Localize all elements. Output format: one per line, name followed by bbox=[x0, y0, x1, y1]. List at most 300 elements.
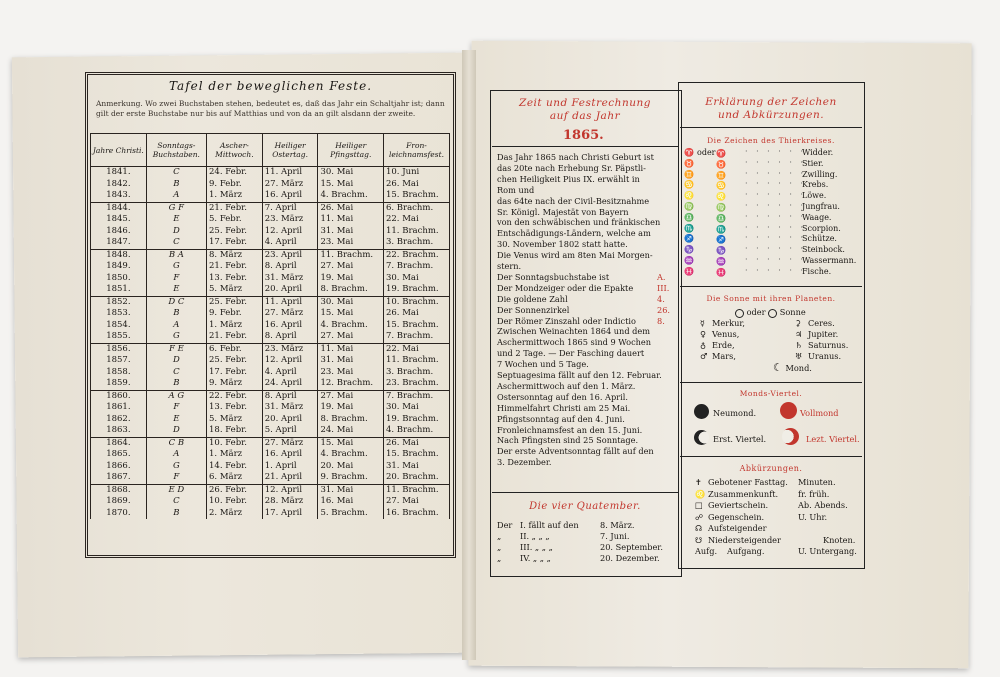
table-row bbox=[91, 414, 450, 426]
abbr-right: fr. früh. bbox=[798, 488, 830, 499]
left-title: Tafel der beweglichen Feste. bbox=[168, 79, 373, 93]
table-cell: 27. Mai bbox=[318, 261, 384, 273]
table-cell: 1853. bbox=[91, 308, 147, 320]
planet-icon: ♃ bbox=[795, 329, 803, 339]
table-cell: 19. Mai bbox=[318, 273, 384, 285]
quatember-label: IV. „ „ „ bbox=[520, 553, 551, 563]
table-cell: A G bbox=[146, 390, 206, 402]
quatember-label: II. „ „ „ bbox=[520, 531, 550, 541]
full-moon-icon bbox=[780, 402, 797, 419]
table-row bbox=[91, 496, 450, 508]
table-cell: 8. Brachm. bbox=[318, 284, 384, 296]
planet-name: Venus, bbox=[712, 329, 740, 339]
table-cell: 8. Brachm. bbox=[318, 414, 384, 426]
table-cell: 10. Febr. bbox=[207, 437, 263, 449]
table-cell: 1848. bbox=[91, 249, 147, 261]
table-cell: 1860. bbox=[91, 390, 147, 402]
table-cell: 1850. bbox=[91, 273, 147, 285]
zodiac-oder: oder bbox=[697, 148, 716, 157]
right-divider-3 bbox=[680, 382, 862, 383]
abbr-symbol-icon: ♌ bbox=[695, 488, 706, 499]
table-cell: 1849. bbox=[91, 261, 147, 273]
zodiac-alt-icon: ♒ bbox=[716, 256, 726, 266]
table-cell: 26. Febr. bbox=[207, 484, 263, 496]
table-cell: E bbox=[146, 214, 206, 226]
planet-icon: ♅ bbox=[795, 351, 803, 361]
table-cell: 21. Febr. bbox=[207, 261, 263, 273]
quatember-title: Die vier Quatember. bbox=[529, 501, 641, 512]
table-cell: 21. Febr. bbox=[207, 202, 263, 214]
table-cell: 26. Mai bbox=[383, 179, 449, 191]
table-cell: 5. Febr. bbox=[207, 214, 263, 226]
table-row bbox=[91, 261, 450, 273]
table-row bbox=[91, 273, 450, 285]
zodiac-alt-icon: ♉ bbox=[716, 158, 726, 169]
right-title bbox=[680, 96, 862, 122]
zodiac-sign-icon: ♍ bbox=[684, 202, 694, 211]
quatember-label: I. fällt auf den bbox=[520, 520, 579, 530]
paragraph-line: Die Venus wird am 8ten Mai Morgen- bbox=[497, 250, 653, 261]
table-cell: 22. Brachm. bbox=[383, 249, 449, 261]
zodiac-name: Widder. bbox=[802, 148, 834, 157]
quatember-prefix: „ bbox=[497, 542, 502, 552]
planet-name: Uranus. bbox=[808, 351, 842, 361]
fact-value: 26. bbox=[657, 304, 671, 315]
table-cell: 16. Mai bbox=[318, 496, 384, 508]
table-cell: 23. Mai bbox=[318, 367, 384, 379]
table-row bbox=[91, 284, 450, 296]
planet-icon: ♁ bbox=[700, 340, 706, 350]
table-cell: 20. Brachm. bbox=[383, 472, 449, 484]
table-cell: B bbox=[146, 508, 206, 520]
table-cell: 24. April bbox=[262, 378, 318, 390]
table-cell: 1861. bbox=[91, 402, 147, 414]
paragraph-line: chen Heiligkeit Pius IX. erwählt in bbox=[497, 173, 640, 184]
table-cell: D bbox=[146, 355, 206, 367]
middle-title bbox=[492, 97, 678, 123]
table-cell: D bbox=[146, 425, 206, 437]
table-cell: 1851. bbox=[91, 284, 147, 296]
paragraph-line: 7 Wochen und 5 Tage. bbox=[497, 359, 589, 370]
fact-label: Die goldene Zahl bbox=[497, 293, 568, 304]
abbr-symbol-icon: ☍ bbox=[695, 511, 704, 522]
table-row bbox=[91, 167, 450, 179]
table-cell: 11. Brachm. bbox=[383, 226, 449, 238]
table-cell: 27. März bbox=[262, 308, 318, 320]
table-cell: 10. Juni bbox=[383, 167, 449, 179]
zodiac-alt-icon: ♎ bbox=[716, 212, 726, 223]
table-row bbox=[91, 308, 450, 320]
moon-line bbox=[773, 363, 812, 374]
zodiac-alt-icon: ♑ bbox=[716, 245, 726, 256]
table-cell: 1847. bbox=[91, 237, 147, 249]
paragraph-line: von den schwäbischen und fränkischen bbox=[497, 217, 661, 228]
table-header-cell: Ascher-Mittwoch. bbox=[207, 134, 263, 167]
table-row bbox=[91, 425, 450, 437]
fact-label: Der Mondzeiger oder die Epakte bbox=[497, 282, 634, 293]
paragraph-line: 30. November 1802 statt hatte. bbox=[497, 239, 628, 250]
fact-label: Der Römer Zinszahl oder Indictio bbox=[497, 315, 636, 326]
zodiac-name: Waage. bbox=[802, 212, 832, 222]
table-cell: A bbox=[146, 449, 206, 461]
table-cell: 9. Febr. bbox=[207, 308, 263, 320]
table-cell: 11. April bbox=[262, 167, 318, 179]
table-cell: 19. Brachm. bbox=[383, 414, 449, 426]
table-header-cell: Heiliger Ostertag. bbox=[262, 134, 318, 167]
right-divider-4 bbox=[680, 456, 862, 457]
zodiac-name: Steinbock. bbox=[802, 245, 845, 255]
paragraph-line: das 20te nach Erhebung Sr. Päpstli- bbox=[497, 162, 646, 173]
table-cell: 15. Brachm. bbox=[383, 449, 449, 461]
abbr-meaning: Zusammenkunft. bbox=[708, 488, 779, 499]
middle-title-line2: auf das Jahr bbox=[549, 110, 621, 122]
table-row bbox=[91, 237, 450, 249]
table-cell: 16. April bbox=[262, 320, 318, 332]
paragraph-line: Himmelfahrt Christi am 25 Mai. bbox=[497, 402, 631, 413]
zodiac-sign-icon: ♐ bbox=[684, 234, 694, 244]
first-quarter-label: Erst. Viertel. bbox=[713, 434, 767, 444]
table-cell: 22. Mai bbox=[383, 343, 449, 355]
zodiac-alt-icon: ♌ bbox=[716, 191, 726, 202]
zodiac-sign-icon: ♋ bbox=[684, 180, 694, 190]
zodiac-sign-icon: ♊ bbox=[684, 169, 694, 179]
planet-icon: ⚳ bbox=[795, 318, 801, 328]
zodiac-name: Fische. bbox=[802, 266, 832, 276]
abbr-title: Abkürzungen. bbox=[739, 464, 803, 473]
fact-label: Der Sonntagsbuchstabe ist bbox=[497, 271, 610, 282]
paragraph-line: Rom und bbox=[497, 184, 535, 195]
table-row bbox=[91, 343, 450, 355]
paragraph-line: Aschermittwoch 1865 sind 9 Wochen bbox=[497, 337, 652, 348]
table-cell: C bbox=[146, 167, 206, 179]
paragraph-line: Ostersonntag auf den 16. April. bbox=[497, 391, 628, 402]
planet-name: Ceres. bbox=[808, 318, 835, 328]
table-cell: 11. April bbox=[262, 296, 318, 308]
table-row bbox=[91, 331, 450, 343]
table-cell: 15. Mai bbox=[318, 179, 384, 191]
table-cell: F bbox=[146, 402, 206, 414]
middle-divider-2 bbox=[492, 492, 678, 493]
fact-label: Der Sonnenzirkel bbox=[497, 304, 570, 315]
table-cell: 9. Brachm. bbox=[318, 472, 384, 484]
table-row bbox=[91, 179, 450, 191]
paragraph-line: Pfingstsonntag auf den 4. Juni. bbox=[497, 413, 625, 424]
table-cell: C bbox=[146, 237, 206, 249]
table-cell: 25. Febr. bbox=[207, 226, 263, 238]
zodiac-sign-icon: ♏ bbox=[684, 223, 694, 233]
abbr-meaning: Gebotener Fasttag. bbox=[708, 477, 788, 487]
sun-line bbox=[735, 307, 806, 318]
table-cell: 1858. bbox=[91, 367, 147, 379]
table-cell: C B bbox=[146, 437, 206, 449]
table-row bbox=[91, 367, 450, 379]
zodiac-dots: · · · · · · bbox=[745, 265, 806, 275]
zodiac-name: Zwilling. bbox=[802, 169, 838, 179]
table-cell: 27. Mai bbox=[318, 331, 384, 343]
table-cell: 1846. bbox=[91, 226, 147, 238]
zodiac-name: Wassermann. bbox=[802, 256, 857, 265]
table-cell: 4. Brachm. bbox=[318, 449, 384, 461]
table-cell: 1869. bbox=[91, 496, 147, 508]
paragraph-line: Der erste Adventsonntag fällt auf den bbox=[497, 446, 654, 457]
right-divider-2 bbox=[680, 286, 862, 287]
zodiac-dots: · · · · · · bbox=[745, 190, 806, 200]
abbr-symbol-icon: Aufg. bbox=[695, 546, 718, 556]
table-cell: 31. März bbox=[262, 402, 318, 414]
zodiac-dots: · · · · · · bbox=[745, 157, 806, 167]
paragraph-line: stern. bbox=[497, 261, 522, 271]
zodiac-dots: · · · · · · bbox=[745, 211, 806, 221]
table-cell: B bbox=[146, 308, 206, 320]
table-cell: D bbox=[146, 226, 206, 238]
quatember-date: 8. März. bbox=[600, 520, 635, 530]
table-cell: E D bbox=[146, 484, 206, 496]
table-cell: 14. Febr. bbox=[207, 461, 263, 473]
abbr-meaning: Aufsteigender bbox=[708, 523, 767, 533]
table-header-cell: Heiliger Pfingsttag. bbox=[318, 134, 384, 167]
table-cell: A bbox=[146, 320, 206, 332]
table-header-cell: Sonntags-Buchstaben. bbox=[146, 134, 206, 167]
zodiac-sign-icon: ♉ bbox=[684, 158, 694, 168]
zodiac-sign-icon: ♌ bbox=[684, 191, 694, 201]
table-cell: 16. April bbox=[262, 449, 318, 461]
table-cell: A bbox=[146, 190, 206, 202]
table-cell: 1863. bbox=[91, 425, 147, 437]
full-moon-label: Vollmond bbox=[800, 408, 839, 418]
paragraph-line: Septuagesima fällt auf den 12. Februar. bbox=[497, 370, 662, 380]
table-cell: 26. Mai bbox=[318, 202, 384, 214]
table-cell: 10. Brachm. bbox=[383, 296, 449, 308]
table-cell: 12. April bbox=[262, 226, 318, 238]
paragraph-line: das 64te nach der Civil-Besitznahme bbox=[497, 195, 650, 206]
table-cell: F bbox=[146, 273, 206, 285]
table-cell: 8. März bbox=[207, 249, 263, 261]
table-cell: 19. Mai bbox=[318, 402, 384, 414]
table-row bbox=[91, 226, 450, 238]
table-cell: 15. Mai bbox=[318, 437, 384, 449]
table-cell: 13. Febr. bbox=[207, 402, 263, 414]
abbr-meaning: Geviertschein. bbox=[708, 500, 769, 510]
table-cell: 4. Brachm. bbox=[383, 425, 449, 437]
table-row bbox=[91, 437, 450, 449]
table-cell: 26. Mai bbox=[383, 308, 449, 320]
table-cell: 8. April bbox=[262, 390, 318, 402]
table-cell: 31. Mai bbox=[318, 226, 384, 238]
table-cell: G bbox=[146, 261, 206, 273]
table-cell: 27. Mai bbox=[383, 496, 449, 508]
zodiac-dots: · · · · · · bbox=[745, 244, 806, 254]
zodiac-dots: · · · · · · bbox=[745, 168, 806, 178]
paragraph-line: Nach Pfingsten sind 25 Sonntage. bbox=[497, 435, 639, 446]
abbr-meaning: Gegenschein. bbox=[708, 511, 765, 522]
table-cell: 5. Brachm. bbox=[318, 508, 384, 520]
zodiac-alt-icon: ♊ bbox=[716, 169, 726, 180]
table-cell: 11. Brachm. bbox=[383, 355, 449, 367]
table-cell: 31. März bbox=[262, 273, 318, 285]
zodiac-dots: · · · · · · bbox=[745, 179, 806, 189]
table-cell: E bbox=[146, 414, 206, 426]
table-cell: 1854. bbox=[91, 320, 147, 332]
table-row bbox=[91, 249, 450, 261]
middle-divider bbox=[492, 146, 678, 147]
table-cell: 25. Febr. bbox=[207, 355, 263, 367]
moon-label: Mond. bbox=[785, 363, 812, 373]
abbr-meaning: Niedersteigender bbox=[708, 534, 781, 545]
zodiac-name: Krebs. bbox=[802, 180, 829, 190]
table-cell: 30. Mai bbox=[318, 167, 384, 179]
abbr-right: U. Uhr. bbox=[798, 511, 828, 522]
table-cell: 1. März bbox=[207, 449, 263, 461]
zodiac-sign-icon: ♎ bbox=[684, 212, 694, 222]
table-cell: 11. Mai bbox=[318, 343, 384, 355]
table-row bbox=[91, 378, 450, 390]
table-cell: 1865. bbox=[91, 449, 147, 461]
table-header-cell: Fron-leichnamsfest. bbox=[383, 134, 449, 167]
table-cell: 5. März bbox=[207, 284, 263, 296]
table-cell: 23. März bbox=[262, 343, 318, 355]
abbr-symbol-icon: □ bbox=[695, 500, 703, 510]
feasts-table bbox=[90, 133, 450, 519]
right-divider bbox=[680, 127, 862, 128]
table-cell: B bbox=[146, 378, 206, 390]
table-cell: 20. April bbox=[262, 284, 318, 296]
table-cell: 15. Brachm. bbox=[383, 320, 449, 332]
table-cell: 11. Brachm. bbox=[318, 249, 384, 261]
table-cell: 7. April bbox=[262, 202, 318, 214]
table-cell: 1841. bbox=[91, 167, 147, 179]
table-cell: 20. Mai bbox=[318, 461, 384, 473]
last-quarter-icon bbox=[782, 428, 799, 445]
table-cell: 7. Brachm. bbox=[383, 390, 449, 402]
right-title-line2: und Abkürzungen. bbox=[717, 109, 825, 121]
table-cell: 1. März bbox=[207, 190, 263, 202]
table-cell: 25. Febr. bbox=[207, 296, 263, 308]
last-quarter-label: Lezt. Viertel. bbox=[806, 434, 860, 444]
table-cell: 8. April bbox=[262, 261, 318, 273]
planet-icon: ☿ bbox=[700, 318, 706, 328]
paragraph-line: 3. Dezember. bbox=[497, 457, 552, 468]
table-cell: 20. April bbox=[262, 414, 318, 426]
table-cell: 10. Febr. bbox=[207, 496, 263, 508]
quatember-prefix: Der bbox=[497, 520, 513, 530]
table-cell: 23. April bbox=[262, 249, 318, 261]
table-cell: 9. März bbox=[207, 378, 263, 390]
table-cell: 1852. bbox=[91, 296, 147, 308]
table-cell: 17. April bbox=[262, 508, 318, 520]
table-cell: 6. Brachm. bbox=[383, 202, 449, 214]
table-row bbox=[91, 461, 450, 473]
paragraph-line: und 2 Tage. — Der Fasching dauert bbox=[497, 348, 645, 359]
table-cell: 5. April bbox=[262, 425, 318, 437]
quatember-date: 7. Juni. bbox=[600, 531, 630, 541]
paragraph-line: Das Jahr 1865 nach Christi Geburt ist bbox=[497, 152, 654, 162]
new-moon-icon bbox=[694, 404, 709, 419]
abbr-symbol-icon: ✝ bbox=[695, 477, 702, 487]
zodiac-alt-icon: ♈ bbox=[716, 148, 726, 158]
abbr-right: Minuten. bbox=[798, 477, 836, 487]
table-cell: 1. März bbox=[207, 320, 263, 332]
zodiac-alt-icon: ♓ bbox=[716, 266, 726, 277]
table-cell: 4. April bbox=[262, 367, 318, 379]
table-cell: 18. Febr. bbox=[207, 425, 263, 437]
feasts-table-header bbox=[91, 134, 450, 167]
left-note: Anmerkung. Wo zwei Buchstaben stehen, bedeutet es, daß das Jahr ein Schaltjahr ist; dann gilt der erste Buchstabe nur bis auf Matthias und von da an gilt alsdann der zweite. bbox=[96, 99, 445, 118]
table-row bbox=[91, 508, 450, 520]
table-cell: 30. Mai bbox=[383, 273, 449, 285]
table-row bbox=[91, 296, 450, 308]
table-cell: 15. Brachm. bbox=[383, 190, 449, 202]
abbr-right: Ab. Abends. bbox=[798, 500, 848, 510]
table-cell: 19. Brachm. bbox=[383, 284, 449, 296]
quatember-date: 20. Dezember. bbox=[600, 553, 660, 563]
zodiac-sign-icon: ♓ bbox=[684, 266, 694, 276]
table-cell: 1856. bbox=[91, 343, 147, 355]
table-cell: 1842. bbox=[91, 179, 147, 191]
zodiac-name: Löwe. bbox=[802, 191, 827, 201]
planet-icon: ♂ bbox=[700, 351, 708, 361]
table-cell: 27. März bbox=[262, 437, 318, 449]
table-cell: 1. April bbox=[262, 461, 318, 473]
table-row bbox=[91, 214, 450, 226]
table-cell: 15. Mai bbox=[318, 308, 384, 320]
table-cell: 1857. bbox=[91, 355, 147, 367]
table-row bbox=[91, 390, 450, 402]
table-row bbox=[91, 449, 450, 461]
paragraph-line: Entschädigungs-Ländern, welche am bbox=[497, 228, 651, 239]
table-cell: 8. April bbox=[262, 331, 318, 343]
table-cell: 24. Febr. bbox=[207, 167, 263, 179]
paragraph-line: Sr. Königl. Majestät von Bayern bbox=[497, 206, 629, 217]
zodiac-alt-icon: ♍ bbox=[716, 202, 726, 212]
abbr-symbol-icon: ☊ bbox=[695, 523, 703, 533]
table-cell: 22. Febr. bbox=[207, 390, 263, 402]
table-cell: G F bbox=[146, 202, 206, 214]
moveable-feasts-table-frame bbox=[85, 72, 456, 558]
table-row bbox=[91, 190, 450, 202]
table-cell: 4. Brachm. bbox=[318, 190, 384, 202]
table-cell: 1866. bbox=[91, 461, 147, 473]
zodiac-sign-icon: ♈ bbox=[684, 148, 694, 157]
planet-name: Merkur, bbox=[712, 318, 745, 328]
paragraph-line: Zwischen Weinachten 1864 und dem bbox=[497, 326, 651, 337]
table-cell: 22. Mai bbox=[383, 214, 449, 226]
table-cell: 31. Mai bbox=[318, 355, 384, 367]
table-row bbox=[91, 320, 450, 332]
abbr-meaning: Aufgang. bbox=[727, 546, 765, 556]
table-cell: C bbox=[146, 496, 206, 508]
table-cell: B A bbox=[146, 249, 206, 261]
table-cell: 13. Febr. bbox=[207, 273, 263, 285]
zodiac-alt-icon: ♋ bbox=[716, 180, 726, 191]
table-cell: 1862. bbox=[91, 414, 147, 426]
table-cell: 28. März bbox=[262, 496, 318, 508]
table-cell: 27. März bbox=[262, 179, 318, 191]
table-cell: 17. Febr. bbox=[207, 367, 263, 379]
table-cell: B bbox=[146, 179, 206, 191]
sun-label: Sonne bbox=[779, 307, 806, 317]
zodiac-name: Schütze. bbox=[802, 234, 837, 244]
table-header-cell: Jahre Christi. bbox=[91, 134, 147, 167]
table-cell: 5. März bbox=[207, 414, 263, 426]
table-cell: F E bbox=[146, 343, 206, 355]
first-quarter-icon bbox=[694, 430, 709, 445]
book-spine bbox=[462, 50, 476, 660]
sun-icon-alt bbox=[768, 309, 777, 318]
zodiac-title: Die Zeichen des Thierkreises. bbox=[707, 136, 835, 145]
middle-title-line1: Zeit und Festrechnung bbox=[519, 97, 651, 109]
table-cell: 1864. bbox=[91, 437, 147, 449]
table-cell: G bbox=[146, 331, 206, 343]
